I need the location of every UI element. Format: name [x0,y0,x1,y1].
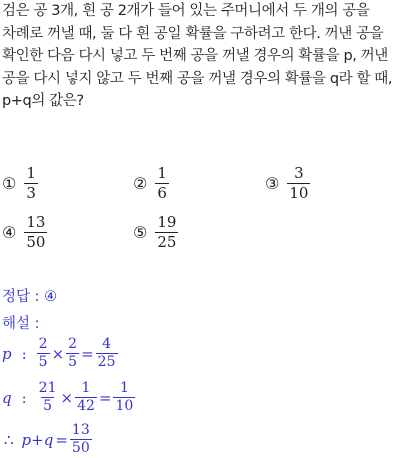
denominator: 5 [43,398,53,414]
question-text: 검은 공 3개, 흰 공 2개가 들어 있는 주머니에서 두 개의 공을 차례로 꺼낼 때, 둘 다 흰 공일 확률을 구하려고 한다. 꺼낸 공을 확인한 다음 다시 넣고 두 번째 공을 꺼낼 경우의 확률을 p, 꺼낸 공을 다시 넣지 않고 두 번째 공을 꺼낼 경우의 확률을 q라 할 때, p+q의 값은? [2,3,393,109]
numerator: 2 [68,336,78,352]
numerator: 1 [81,380,91,396]
fraction [37,336,50,371]
option-fraction [24,164,38,203]
denominator: 50 [71,440,90,456]
denominator: 10 [289,184,309,202]
colon: : [21,344,27,363]
denominator: 10 [115,398,134,414]
fraction [66,336,79,371]
numerator: 3 [294,164,304,182]
fraction [37,380,59,415]
denominator: 25 [97,354,116,370]
numerator: 19 [157,213,177,231]
equals-sign: = [81,344,94,363]
option-5[interactable] [133,213,178,252]
fraction [96,336,118,371]
denominator: 3 [26,184,36,202]
equals-sign: = [98,388,112,407]
option-mark: ① [2,174,17,193]
numerator: 21 [38,380,57,396]
option-4[interactable] [2,213,47,252]
denominator: 5 [38,354,48,370]
option-mark: ③ [265,174,280,193]
times-sign: × [51,344,65,363]
option-1[interactable] [2,164,38,203]
explanation-label: 해설 : [2,316,40,332]
expression: p+q [21,430,54,449]
var-q: q [2,388,12,407]
numerator: 1 [119,380,129,396]
option-fraction [155,213,178,252]
answer-label: 정답 : ④ [2,289,58,305]
option-fraction [287,164,310,203]
option-mark: ② [133,174,148,193]
denominator: 6 [157,184,167,202]
option-3[interactable] [265,164,310,203]
option-2[interactable] [133,164,169,203]
denominator: 42 [77,398,95,414]
denominator: 25 [157,233,177,251]
denominator: 50 [26,233,46,251]
fraction [113,380,135,415]
option-fraction [24,213,47,252]
option-fraction [155,164,169,203]
numerator: 1 [157,164,167,182]
therefore-sign: ∴ [4,430,14,449]
denominator: 5 [68,354,78,370]
option-mark: ⑤ [133,223,148,242]
numerator: 13 [26,213,46,231]
equals-sign: = [55,430,68,449]
numerator: 13 [71,422,90,438]
solution-p-line [2,336,118,371]
solution-q-line [2,380,135,415]
numerator: 4 [102,336,112,352]
var-p: p [2,344,12,363]
times-sign: × [60,388,74,407]
solution-sum-line [2,422,92,457]
fraction [75,380,97,415]
numerator: 1 [26,164,36,182]
colon: : [21,388,27,407]
option-mark: ④ [2,223,17,242]
numerator: 2 [38,336,48,352]
fraction [70,422,92,457]
